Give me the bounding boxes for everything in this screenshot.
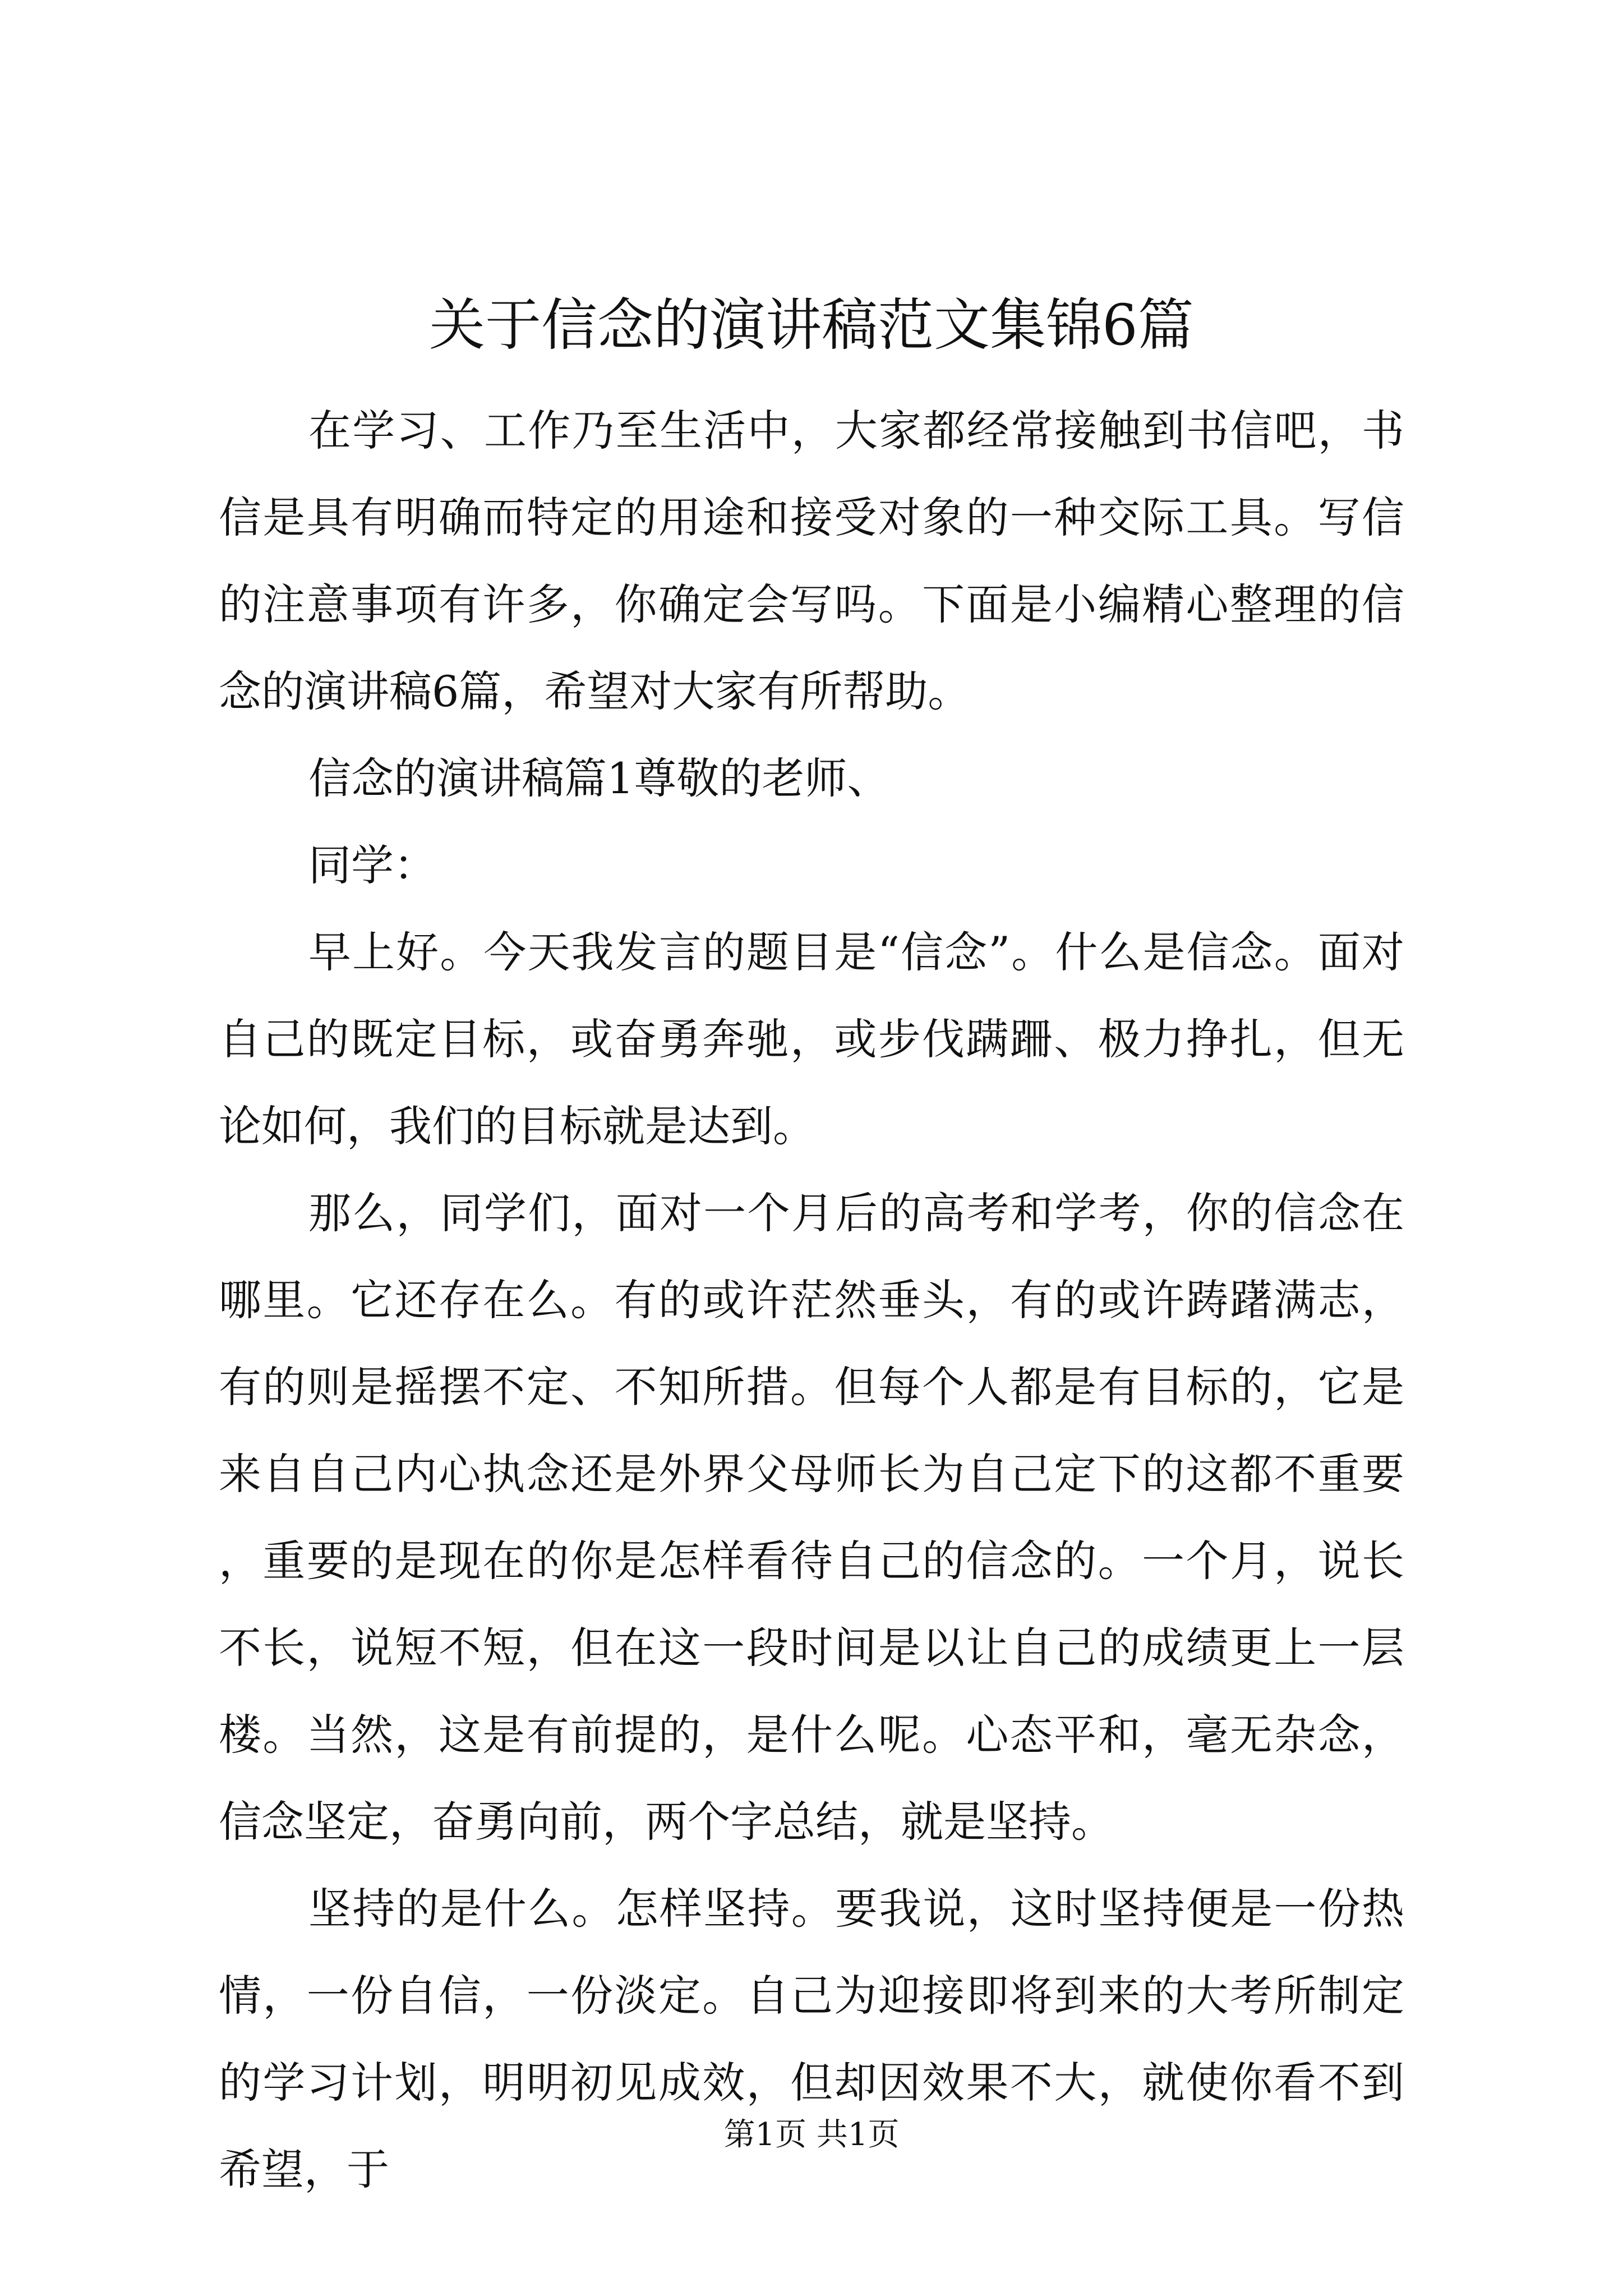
document-body (219, 387, 1404, 2213)
page-footer: 第1页 共1页 (723, 2116, 900, 2153)
paragraph-greeting: 同学： (308, 840, 436, 890)
paragraph-persistence: 坚持的是什么。怎样坚持。要我说，这时坚持便是一份热情，一份自信，一份淡定。自己为迎接即将到来的大考所制定的学习计划，明明初见成效，但却因效果不大，就使你看不到希望，于 (219, 1884, 1404, 2194)
paragraph-intro: 在学习、工作乃至生活中，大家都经常接触到书信吧，书信是具有明确而特定的用途和接受对象的一种交际工具。写信的注意事项有许多，你确定会写吗。下面是小编精心整理的信念的演讲稿6篇，希望对大家有所帮助。 (219, 406, 1404, 716)
paragraph-opening: 早上好。今天我发言的题目是“信念”。什么是信念。面对自己的既定目标，或奋勇奔驰，或步伐蹒跚、极力挣扎，但无论如何，我们的目标就是达到。 (219, 927, 1404, 1151)
paragraph-speech-heading: 信念的演讲稿篇1尊敬的老师、 (308, 753, 890, 803)
paragraph-exam-belief: 那么，同学们，面对一个月后的高考和学考，你的信念在哪里。它还存在么。有的或许茫然垂头，有的或许踌躇满志，有的则是摇摆不定、不知所措。但每个人都是有目标的，它是来自自己内心执念还是外界父母师长为自己定下的这都不重要，重要的是现在的你是怎样看待自己的信念的。一个月，说长不长，说短不短，但在这一段时间是以让自己的成绩更上一层楼。当然，这是有前提的，是什么呢。心态平和，毫无杂念，信念坚定，奋勇向前，两个字总结，就是坚持。 (219, 1188, 1404, 1847)
document-title: 关于信念的演讲稿范文集锦6篇 (429, 292, 1194, 358)
